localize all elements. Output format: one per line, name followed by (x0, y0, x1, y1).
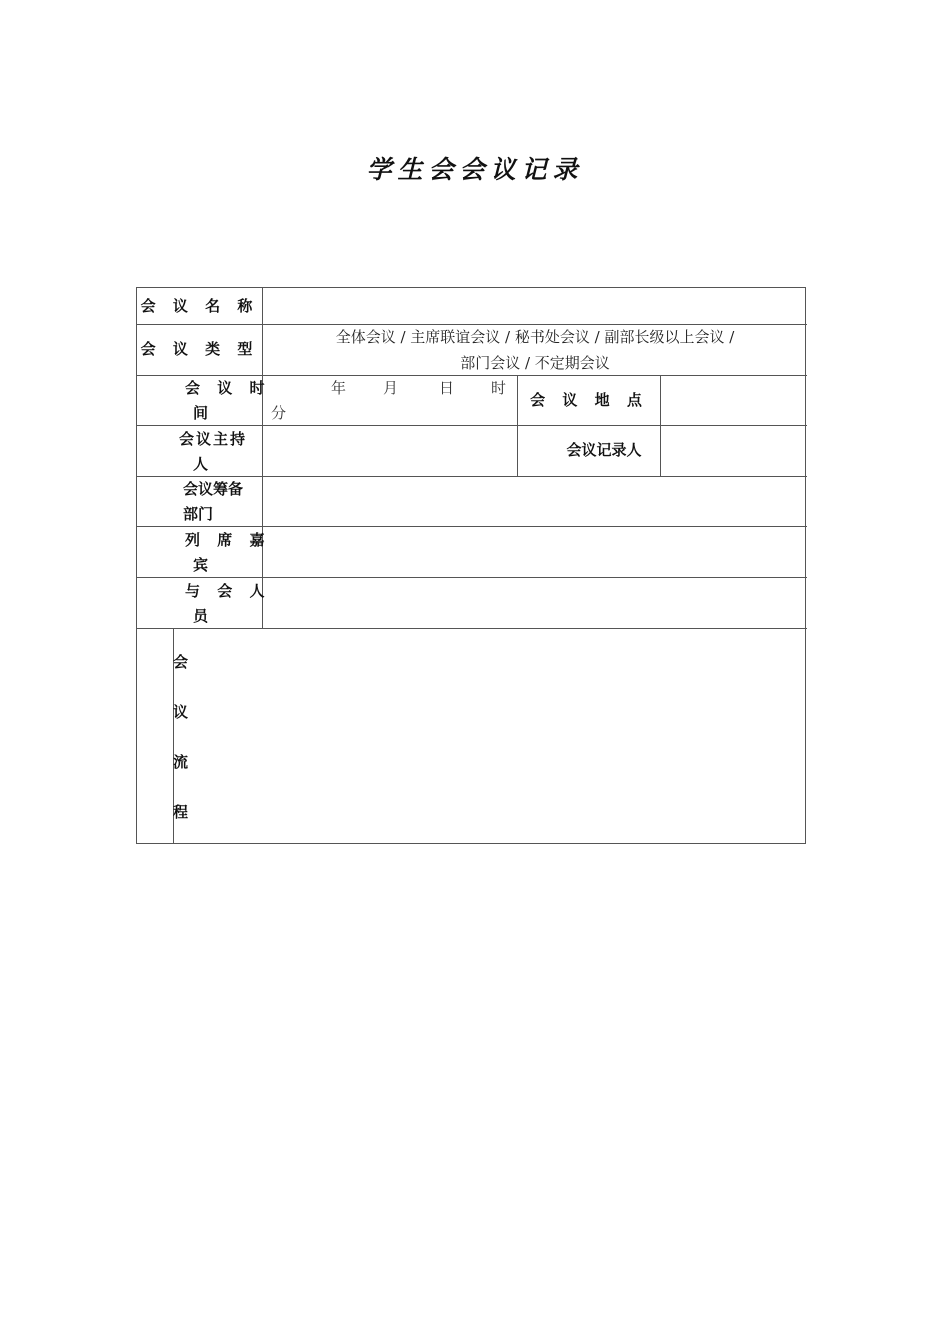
guests-label-line2: 宾 (193, 556, 209, 574)
meeting-type-options-line1: 全体会议 / 主席联谊会议 / 秘书处会议 / 副部长级以上会议 / (335, 328, 735, 346)
flow-label-char: 会 (173, 653, 189, 671)
meeting-type-options-line2: 部门会议 / 不定期会议 (460, 354, 610, 372)
prep-dept-field[interactable] (263, 477, 806, 526)
flow-label-char: 议 (173, 703, 189, 721)
time-day: 日 (439, 379, 455, 397)
meeting-type-options[interactable] (263, 324, 807, 376)
guests-label-line1: 列 席 嘉 (185, 531, 271, 549)
page-title: 学生会会议记录 (366, 155, 584, 184)
flow-label-char: 程 (173, 803, 189, 821)
recorder-label: 会议记录人 (566, 441, 642, 459)
guests-field[interactable] (263, 527, 806, 577)
time-year: 年 (331, 379, 347, 397)
flow-label-char: 流 (173, 753, 189, 771)
meeting-location-field[interactable] (661, 376, 806, 425)
meeting-location-label: 会 议 地 点 (530, 391, 648, 409)
meeting-name-field[interactable] (263, 289, 806, 324)
meeting-time-label-line2: 间 (193, 404, 209, 422)
meeting-time-label-line1: 会 议 时 (185, 379, 271, 397)
meeting-name-label: 会 议 名 称 (140, 297, 259, 315)
recorder-field[interactable] (661, 426, 806, 476)
time-minute: 分 (271, 404, 287, 422)
meeting-type-label: 会 议 类 型 (140, 340, 259, 358)
time-hour: 时 (491, 379, 507, 397)
attendees-field[interactable] (263, 578, 806, 628)
meeting-flow-field[interactable] (197, 629, 806, 844)
host-field[interactable] (263, 426, 517, 476)
attendees-label-line1: 与 会 人 (185, 582, 271, 600)
prep-dept-label-line1: 会议筹备 (183, 480, 244, 498)
meeting-record-form (136, 287, 806, 844)
host-label-line1: 会议主持 (179, 430, 248, 448)
attendees-label-line2: 员 (193, 607, 209, 625)
prep-dept-label-line2: 部门 (183, 505, 214, 523)
time-month: 月 (383, 379, 399, 397)
host-label-line2: 人 (193, 455, 209, 473)
